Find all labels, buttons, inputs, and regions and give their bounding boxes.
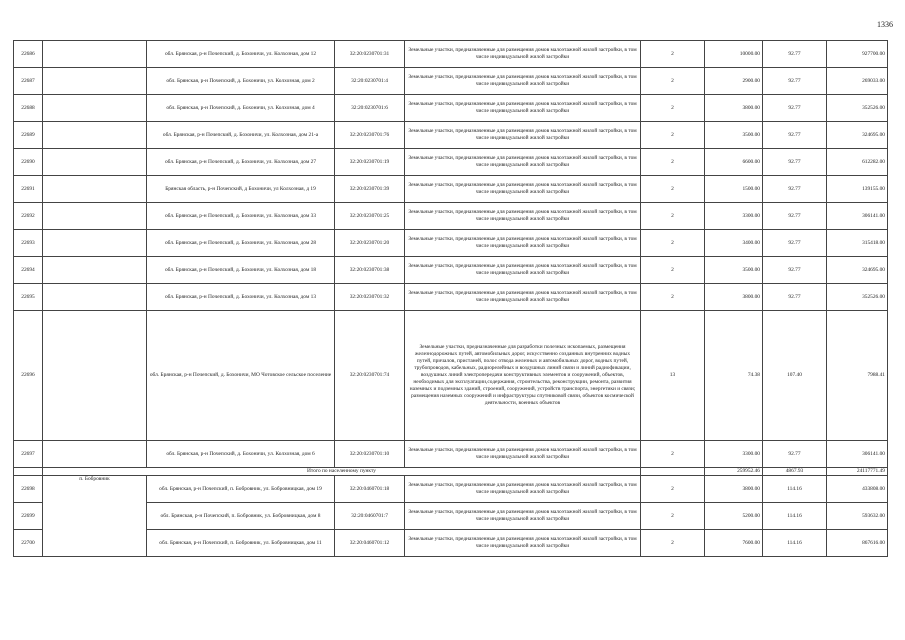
- use-group-cell: 2: [641, 68, 705, 95]
- locality-cell: [43, 149, 147, 176]
- cadastral-number-cell: 32:20:0230701:39: [335, 176, 405, 203]
- empty-cell: [14, 468, 43, 476]
- cadastral-value-cell: 433808.00: [827, 476, 888, 503]
- land-use-cell: Земельные участки, предназначенные для разработки полезных ископаемых, размещения железнодорожных путей, автомобильных дорог, искусственно созданных внутренних водных путей, причалов, пристаней, полос отвода железных и автомобильных дорог, водных путей, трубопроводов, кабельных, радиорелейных и воздушных линий связи и линий радиофикации, воздушных линий электропередачи конструктивных элементов и сооружений, объектов, необходимых для эксплуатации,содержания, строительства, реконструкции, ремонта, развития наземных и подземных зданий, строений, сооружений, устройств транспорта, энергетики и связи; размещения наземных сооружений и инфраструктуры спутниковой связи, объектов космической деятельности, военных объектов: [405, 311, 641, 441]
- table-row: [14, 476, 888, 503]
- unit-value-cell: 114.16: [763, 503, 827, 530]
- unit-value-cell: 92.77: [763, 441, 827, 468]
- row-number-cell: 22692: [14, 203, 43, 230]
- cadastral-number-cell: 32:20:0230701:32: [335, 284, 405, 311]
- cadastral-number-cell: 32:20:0460701:18: [335, 476, 405, 503]
- land-use-cell: Земельные участки, предназначенные для размещения домов малоэтажной жилой застройки, в том числе индивидуальной жилой застройки: [405, 176, 641, 203]
- area-cell: 3800.00: [705, 476, 763, 503]
- use-group-cell: 2: [641, 95, 705, 122]
- area-cell: 6600.00: [705, 149, 763, 176]
- unit-value-cell: 92.77: [763, 149, 827, 176]
- area-cell: 3800.00: [705, 284, 763, 311]
- land-use-cell: Земельные участки, предназначенные для размещения домов малоэтажной жилой застройки, в том числе индивидуальной жилой застройки: [405, 230, 641, 257]
- cadastral-number-cell: 32:20:0230701:19: [335, 149, 405, 176]
- cadastral-number-cell: 32:20:0460701:12: [335, 530, 405, 557]
- address-cell: обл. Брянская, р-н Почепский, д. Бохоничи, ул. Колхозная, дом 2: [147, 68, 335, 95]
- total-unit-value-cell: 4867.93: [763, 468, 827, 476]
- cadastral-number-cell: 32:20:0230701:6: [335, 95, 405, 122]
- table-row: [14, 203, 888, 230]
- unit-value-cell: 114.16: [763, 530, 827, 557]
- cadastral-value-cell: 315418.00: [827, 230, 888, 257]
- unit-value-cell: 92.77: [763, 284, 827, 311]
- total-label: Итого по населенному пункту: [43, 468, 641, 476]
- row-number-cell: 22696: [14, 311, 43, 441]
- land-use-cell: Земельные участки, предназначенные для размещения домов малоэтажной жилой застройки, в том числе индивидуальной жилой застройки: [405, 122, 641, 149]
- land-use-cell: Земельные участки, предназначенные для размещения домов малоэтажной жилой застройки, в том числе индивидуальной жилой застройки: [405, 441, 641, 468]
- locality-cell: [43, 95, 147, 122]
- area-cell: 2900.00: [705, 68, 763, 95]
- table-row: [14, 441, 888, 468]
- land-use-cell: Земельные участки, предназначенные для размещения домов малоэтажной жилой застройки, в том числе индивидуальной жилой застройки: [405, 503, 641, 530]
- address-cell: обл. Брянская, р-н Почепский, д. Бохоничи, ул. Колхозная, дом 18: [147, 257, 335, 284]
- cadastral-value-cell: 269033.00: [827, 68, 888, 95]
- address-cell: обл. Брянская, р-н Почепский, д. Бохоничи, ул. Колхозная, дом 27: [147, 149, 335, 176]
- unit-value-cell: 92.77: [763, 68, 827, 95]
- cadastral-value-cell: 612282.00: [827, 149, 888, 176]
- land-use-cell: Земельные участки, предназначенные для размещения домов малоэтажной жилой застройки, в том числе индивидуальной жилой застройки: [405, 476, 641, 503]
- cadastral-value-cell: 352526.00: [827, 284, 888, 311]
- table-row: [14, 311, 888, 441]
- cadastral-number-cell: 32:20:0230701:25: [335, 203, 405, 230]
- cadastral-value-cell: 306141.00: [827, 203, 888, 230]
- page-number: 1336: [877, 20, 893, 29]
- address-cell: обл. Брянская, р-н Почепский, д. Бохоничи, ул. Колхозная, дом 6: [147, 441, 335, 468]
- address-cell: обл. Брянская, р-н Почепский, д. Бохоничи, ул. Колхозная, дом 33: [147, 203, 335, 230]
- cadastral-number-cell: 32:20:0230701:31: [335, 41, 405, 68]
- area-cell: 5200.00: [705, 503, 763, 530]
- cadastral-number-cell: 32:20:0230701:76: [335, 122, 405, 149]
- locality-cell: [43, 311, 147, 441]
- cadastral-value-cell: 306141.00: [827, 441, 888, 468]
- unit-value-cell: 92.77: [763, 176, 827, 203]
- table-row: [14, 149, 888, 176]
- cadastral-number-cell: 32:20:0230701:74: [335, 311, 405, 441]
- locality-cell: [43, 203, 147, 230]
- cadastral-number-cell: 32:20:0230701:38: [335, 257, 405, 284]
- area-cell: 3400.00: [705, 230, 763, 257]
- total-area-cell: 259952.46: [705, 468, 763, 476]
- empty-cell: [641, 468, 705, 476]
- row-number-cell: 22686: [14, 41, 43, 68]
- land-use-cell: Земельные участки, предназначенные для размещения домов малоэтажной жилой застройки, в том числе индивидуальной жилой застройки: [405, 41, 641, 68]
- row-number-cell: 22691: [14, 176, 43, 203]
- address-cell: обл. Брянская, р-н Почепский, д. Бохоничи, МО Чотовское сельское поселение: [147, 311, 335, 441]
- unit-value-cell: 92.77: [763, 257, 827, 284]
- cadastral-number-cell: 32:20:0230701:4: [335, 68, 405, 95]
- area-cell: 74.38: [705, 311, 763, 441]
- locality-name: п. Бобровник: [43, 476, 147, 557]
- row-number-cell: 22700: [14, 530, 43, 557]
- land-use-cell: Земельные участки, предназначенные для размещения домов малоэтажной жилой застройки, в том числе индивидуальной жилой застройки: [405, 68, 641, 95]
- cadastral-value-cell: 139155.00: [827, 176, 888, 203]
- use-group-cell: 2: [641, 503, 705, 530]
- area-cell: 7600.00: [705, 530, 763, 557]
- locality-cell: [43, 41, 147, 68]
- area-cell: 3300.00: [705, 441, 763, 468]
- land-use-cell: Земельные участки, предназначенные для размещения домов малоэтажной жилой застройки, в том числе индивидуальной жилой застройки: [405, 149, 641, 176]
- table-row: [14, 41, 888, 68]
- use-group-cell: 2: [641, 257, 705, 284]
- cadastral-value-table: [13, 40, 888, 557]
- total-row: [14, 468, 888, 476]
- row-number-cell: 22693: [14, 230, 43, 257]
- land-use-cell: Земельные участки, предназначенные для размещения домов малоэтажной жилой застройки, в том числе индивидуальной жилой застройки: [405, 284, 641, 311]
- use-group-cell: 2: [641, 284, 705, 311]
- cadastral-value-cell: 927700.00: [827, 41, 888, 68]
- area-cell: 3800.00: [705, 95, 763, 122]
- unit-value-cell: 92.77: [763, 203, 827, 230]
- table-row: [14, 122, 888, 149]
- table-row: [14, 68, 888, 95]
- use-group-cell: 2: [641, 530, 705, 557]
- row-number-cell: 22695: [14, 284, 43, 311]
- address-cell: обл. Брянская, р-н Почепский, п. Бобровник, ул. Бобровницкая, дом 8: [147, 503, 335, 530]
- row-number-cell: 22698: [14, 476, 43, 503]
- locality-cell: [43, 441, 147, 468]
- area-cell: 1500.00: [705, 176, 763, 203]
- use-group-cell: 2: [641, 122, 705, 149]
- table-row: [14, 257, 888, 284]
- use-group-cell: 2: [641, 149, 705, 176]
- locality-cell: [43, 68, 147, 95]
- land-use-cell: Земельные участки, предназначенные для размещения домов малоэтажной жилой застройки, в том числе индивидуальной жилой застройки: [405, 95, 641, 122]
- land-use-cell: Земельные участки, предназначенные для размещения домов малоэтажной жилой застройки, в том числе индивидуальной жилой застройки: [405, 530, 641, 557]
- row-number-cell: 22699: [14, 503, 43, 530]
- use-group-cell: 2: [641, 203, 705, 230]
- area-cell: 10000.00: [705, 41, 763, 68]
- cadastral-number-cell: 32:20:0460701:7: [335, 503, 405, 530]
- land-use-cell: Земельные участки, предназначенные для размещения домов малоэтажной жилой застройки, в том числе индивидуальной жилой застройки: [405, 257, 641, 284]
- use-group-cell: 2: [641, 441, 705, 468]
- area-cell: 3500.00: [705, 257, 763, 284]
- address-cell: обл. Брянская, р-н Почепский, д. Бохоничи, ул. Колхозная, дом 13: [147, 284, 335, 311]
- unit-value-cell: 92.77: [763, 95, 827, 122]
- unit-value-cell: 92.77: [763, 230, 827, 257]
- unit-value-cell: 107.40: [763, 311, 827, 441]
- unit-value-cell: 92.77: [763, 122, 827, 149]
- row-number-cell: 22694: [14, 257, 43, 284]
- row-number-cell: 22697: [14, 441, 43, 468]
- cadastral-value-cell: 324695.00: [827, 257, 888, 284]
- table-row: [14, 176, 888, 203]
- area-cell: 3300.00: [705, 203, 763, 230]
- locality-cell: [43, 284, 147, 311]
- address-cell: обл. Брянская, р-н Почепский, п. Бобровник, ул. Бобровницкая, дом 11: [147, 530, 335, 557]
- locality-cell: [43, 257, 147, 284]
- row-number-cell: 22689: [14, 122, 43, 149]
- locality-cell: [43, 176, 147, 203]
- cadastral-value-cell: 324695.00: [827, 122, 888, 149]
- use-group-cell: 2: [641, 41, 705, 68]
- address-cell: обл. Брянская, р-н Почепский, д. Бохоничи, ул. Колхозная, дом 12: [147, 41, 335, 68]
- use-group-cell: 2: [641, 230, 705, 257]
- address-cell: Брянская область, р-н Почепский, д Бохоничи, ул Колхозная, д 19: [147, 176, 335, 203]
- address-cell: обл. Брянская, р-н Почепский, д. Бохоничи, ул. Колхозная, дом 4: [147, 95, 335, 122]
- locality-cell: [43, 122, 147, 149]
- cadastral-number-cell: 32:20:0230701:20: [335, 230, 405, 257]
- area-cell: 3500.00: [705, 122, 763, 149]
- use-group-cell: 13: [641, 311, 705, 441]
- row-number-cell: 22687: [14, 68, 43, 95]
- cadastral-value-cell: 352526.00: [827, 95, 888, 122]
- cadastral-value-cell: 7988.41: [827, 311, 888, 441]
- cadastral-number-cell: 32:20:0230701:10: [335, 441, 405, 468]
- locality-cell: [43, 230, 147, 257]
- row-number-cell: 22688: [14, 95, 43, 122]
- address-cell: обл. Брянская, р-н Почепский, п. Бобровник, ул. Бобровницкая, дом 19: [147, 476, 335, 503]
- land-use-cell: Земельные участки, предназначенные для размещения домов малоэтажной жилой застройки, в том числе индивидуальной жилой застройки: [405, 203, 641, 230]
- use-group-cell: 2: [641, 476, 705, 503]
- address-cell: обл. Брянская, р-н Почепский, д. Бохоничи, ул. Колхозная, дом 28: [147, 230, 335, 257]
- address-cell: обл. Брянская, р-н Почепский, д. Бохоничи, ул. Колхозная, дом 21-а: [147, 122, 335, 149]
- total-cadastral-value-cell: 24117771.49: [827, 468, 888, 476]
- use-group-cell: 2: [641, 176, 705, 203]
- table-row: [14, 230, 888, 257]
- cadastral-value-cell: 867616.00: [827, 530, 888, 557]
- unit-value-cell: 114.16: [763, 476, 827, 503]
- cadastral-value-cell: 593632.00: [827, 503, 888, 530]
- table-row: [14, 284, 888, 311]
- unit-value-cell: 92.77: [763, 41, 827, 68]
- row-number-cell: 22690: [14, 149, 43, 176]
- table-row: [14, 95, 888, 122]
